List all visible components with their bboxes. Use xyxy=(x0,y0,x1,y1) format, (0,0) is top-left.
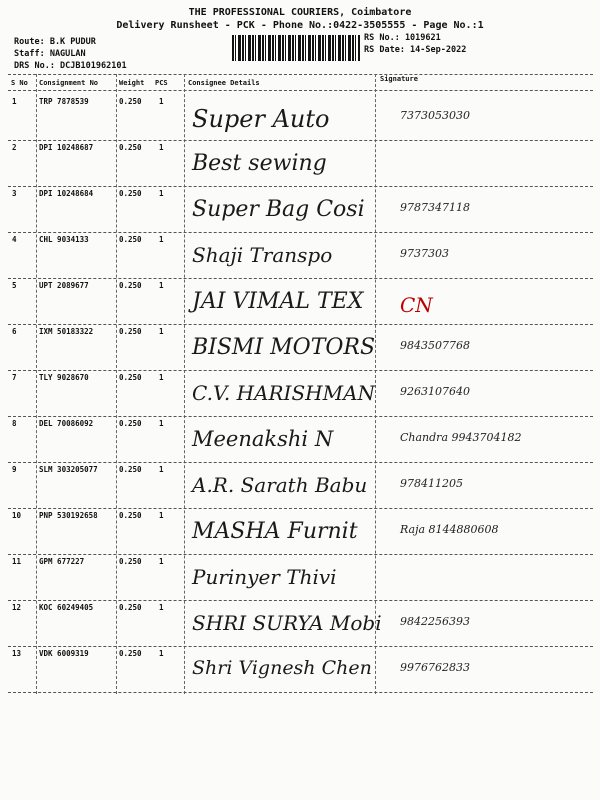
row-consignment-no: GPM 677227 xyxy=(39,557,85,566)
row-consignment-no: TLY 9028670 xyxy=(39,373,89,382)
runsheet-title: Delivery Runsheet - PCK - Phone No.:0422-3505555 - Page No.:1 xyxy=(116,20,484,31)
row-pcs: 1 xyxy=(159,419,164,428)
col-divider xyxy=(36,74,37,694)
row-consignment-no: DPI 10248684 xyxy=(39,189,94,198)
row-separator xyxy=(8,508,593,509)
row-separator xyxy=(8,278,593,279)
row-pcs: 1 xyxy=(159,281,164,290)
row-pcs: 1 xyxy=(159,603,164,612)
row-separator xyxy=(8,554,593,555)
barcode xyxy=(232,35,360,61)
row-sno: 4 xyxy=(12,235,17,244)
table-header-rule xyxy=(8,90,593,91)
col-header-sno: S No xyxy=(11,79,28,87)
row-weight: 0.250 xyxy=(119,419,142,428)
row-signature: 9843507768 xyxy=(400,339,470,352)
row-sno: 8 xyxy=(12,419,17,428)
row-signature: 9842256393 xyxy=(400,615,470,628)
col-divider xyxy=(116,74,117,694)
row-weight: 0.250 xyxy=(119,97,142,106)
col-header-consignment: Consignment No xyxy=(39,79,99,87)
row-pcs: 1 xyxy=(159,189,164,198)
row-weight: 0.250 xyxy=(119,373,142,382)
row-sno: 3 xyxy=(12,189,17,198)
row-pcs: 1 xyxy=(159,557,164,566)
row-consignee-handwritten: Super Auto xyxy=(192,105,330,133)
row-pcs: 1 xyxy=(159,97,164,106)
row-signature: Chandra 9943704182 xyxy=(400,431,522,444)
row-consignee-handwritten: BISMI MOTORS xyxy=(192,335,376,360)
row-weight: 0.250 xyxy=(119,649,142,658)
row-signature: 9263107640 xyxy=(400,385,470,398)
row-weight: 0.250 xyxy=(119,189,142,198)
row-consignee-handwritten: Shri Vignesh Chen xyxy=(192,657,372,679)
row-signature: 9737303 xyxy=(400,247,449,260)
row-consignee-handwritten: MASHA Furnit xyxy=(192,519,358,544)
row-weight: 0.250 xyxy=(119,281,142,290)
col-header-signature: Signature xyxy=(380,75,418,83)
row-signature: 9976762833 xyxy=(400,661,470,674)
row-pcs: 1 xyxy=(159,327,164,336)
row-consignee-handwritten: JAI VIMAL TEX xyxy=(192,289,364,314)
row-consignment-no: VDK 6009319 xyxy=(39,649,89,658)
row-signature: CN xyxy=(400,293,433,317)
row-signature: Raja 8144880608 xyxy=(400,523,499,536)
row-signature: 7373053030 xyxy=(400,109,470,122)
row-sno: 1 xyxy=(12,97,17,106)
row-separator xyxy=(8,462,593,463)
row-sno: 5 xyxy=(12,281,17,290)
row-consignee-handwritten: A.R. Sarath Babu xyxy=(192,473,368,497)
row-consignee-handwritten: Shaji Transpo xyxy=(192,243,333,267)
row-pcs: 1 xyxy=(159,143,164,152)
row-consignee-handwritten: Purinyer Thivi xyxy=(192,565,337,589)
rs-date: RS Date: 14-Sep-2022 xyxy=(364,45,467,55)
row-separator xyxy=(8,416,593,417)
drs-label: DRS No.: DCJB101962101 xyxy=(14,61,127,71)
row-weight: 0.250 xyxy=(119,603,142,612)
row-consignee-handwritten: Meenakshi N xyxy=(192,427,334,451)
row-consignment-no: CHL 9034133 xyxy=(39,235,89,244)
staff-label: Staff: NAGULAN xyxy=(14,49,86,59)
col-divider xyxy=(184,74,185,694)
route-label: Route: B.K PUDUR xyxy=(14,37,96,47)
row-weight: 0.250 xyxy=(119,235,142,244)
col-divider xyxy=(375,74,376,694)
row-consignment-no: SLM 303205077 xyxy=(39,465,98,474)
row-consignment-no: TRP 7878539 xyxy=(39,97,89,106)
table-top-rule xyxy=(8,74,593,75)
col-header-consignee: Consignee Details xyxy=(188,79,260,87)
row-pcs: 1 xyxy=(159,373,164,382)
row-consignee-handwritten: C.V. HARISHMAN xyxy=(192,381,376,405)
row-consignment-no: DEL 70086092 xyxy=(39,419,94,428)
row-weight: 0.250 xyxy=(119,143,142,152)
row-consignee-handwritten: Best sewing xyxy=(192,151,327,176)
row-sno: 11 xyxy=(12,557,22,566)
row-sno: 7 xyxy=(12,373,17,382)
row-signature: 978411205 xyxy=(400,477,463,490)
company-title: THE PROFESSIONAL COURIERS, Coimbatore xyxy=(188,7,412,18)
row-separator xyxy=(8,692,593,693)
row-sno: 9 xyxy=(12,465,17,474)
row-separator xyxy=(8,232,593,233)
row-signature: 9787347118 xyxy=(400,201,470,214)
col-header-weight: Weight xyxy=(119,79,145,87)
row-sno: 13 xyxy=(12,649,22,658)
row-separator xyxy=(8,140,593,141)
row-consignee-handwritten: SHRI SURYA Mobi xyxy=(192,611,382,635)
row-sno: 2 xyxy=(12,143,17,152)
row-sno: 6 xyxy=(12,327,17,336)
row-weight: 0.250 xyxy=(119,511,142,520)
row-consignee-handwritten: Super Bag Cosi xyxy=(192,197,365,222)
row-consignment-no: IXM 50183322 xyxy=(39,327,94,336)
row-pcs: 1 xyxy=(159,235,164,244)
row-consignment-no: KOC 60249405 xyxy=(39,603,94,612)
row-pcs: 1 xyxy=(159,511,164,520)
row-pcs: 1 xyxy=(159,465,164,474)
row-consignment-no: DPI 10248687 xyxy=(39,143,94,152)
col-header-pcs: PCS xyxy=(155,79,168,87)
row-consignment-no: UPT 2089677 xyxy=(39,281,89,290)
row-sno: 12 xyxy=(12,603,22,612)
row-separator xyxy=(8,186,593,187)
row-sno: 10 xyxy=(12,511,22,520)
row-weight: 0.250 xyxy=(119,327,142,336)
row-separator xyxy=(8,370,593,371)
row-weight: 0.250 xyxy=(119,557,142,566)
row-weight: 0.250 xyxy=(119,465,142,474)
row-separator xyxy=(8,646,593,647)
row-pcs: 1 xyxy=(159,649,164,658)
row-separator xyxy=(8,600,593,601)
row-separator xyxy=(8,324,593,325)
rs-number: RS No.: 1019621 xyxy=(364,33,441,43)
row-consignment-no: PNP 530192658 xyxy=(39,511,98,520)
